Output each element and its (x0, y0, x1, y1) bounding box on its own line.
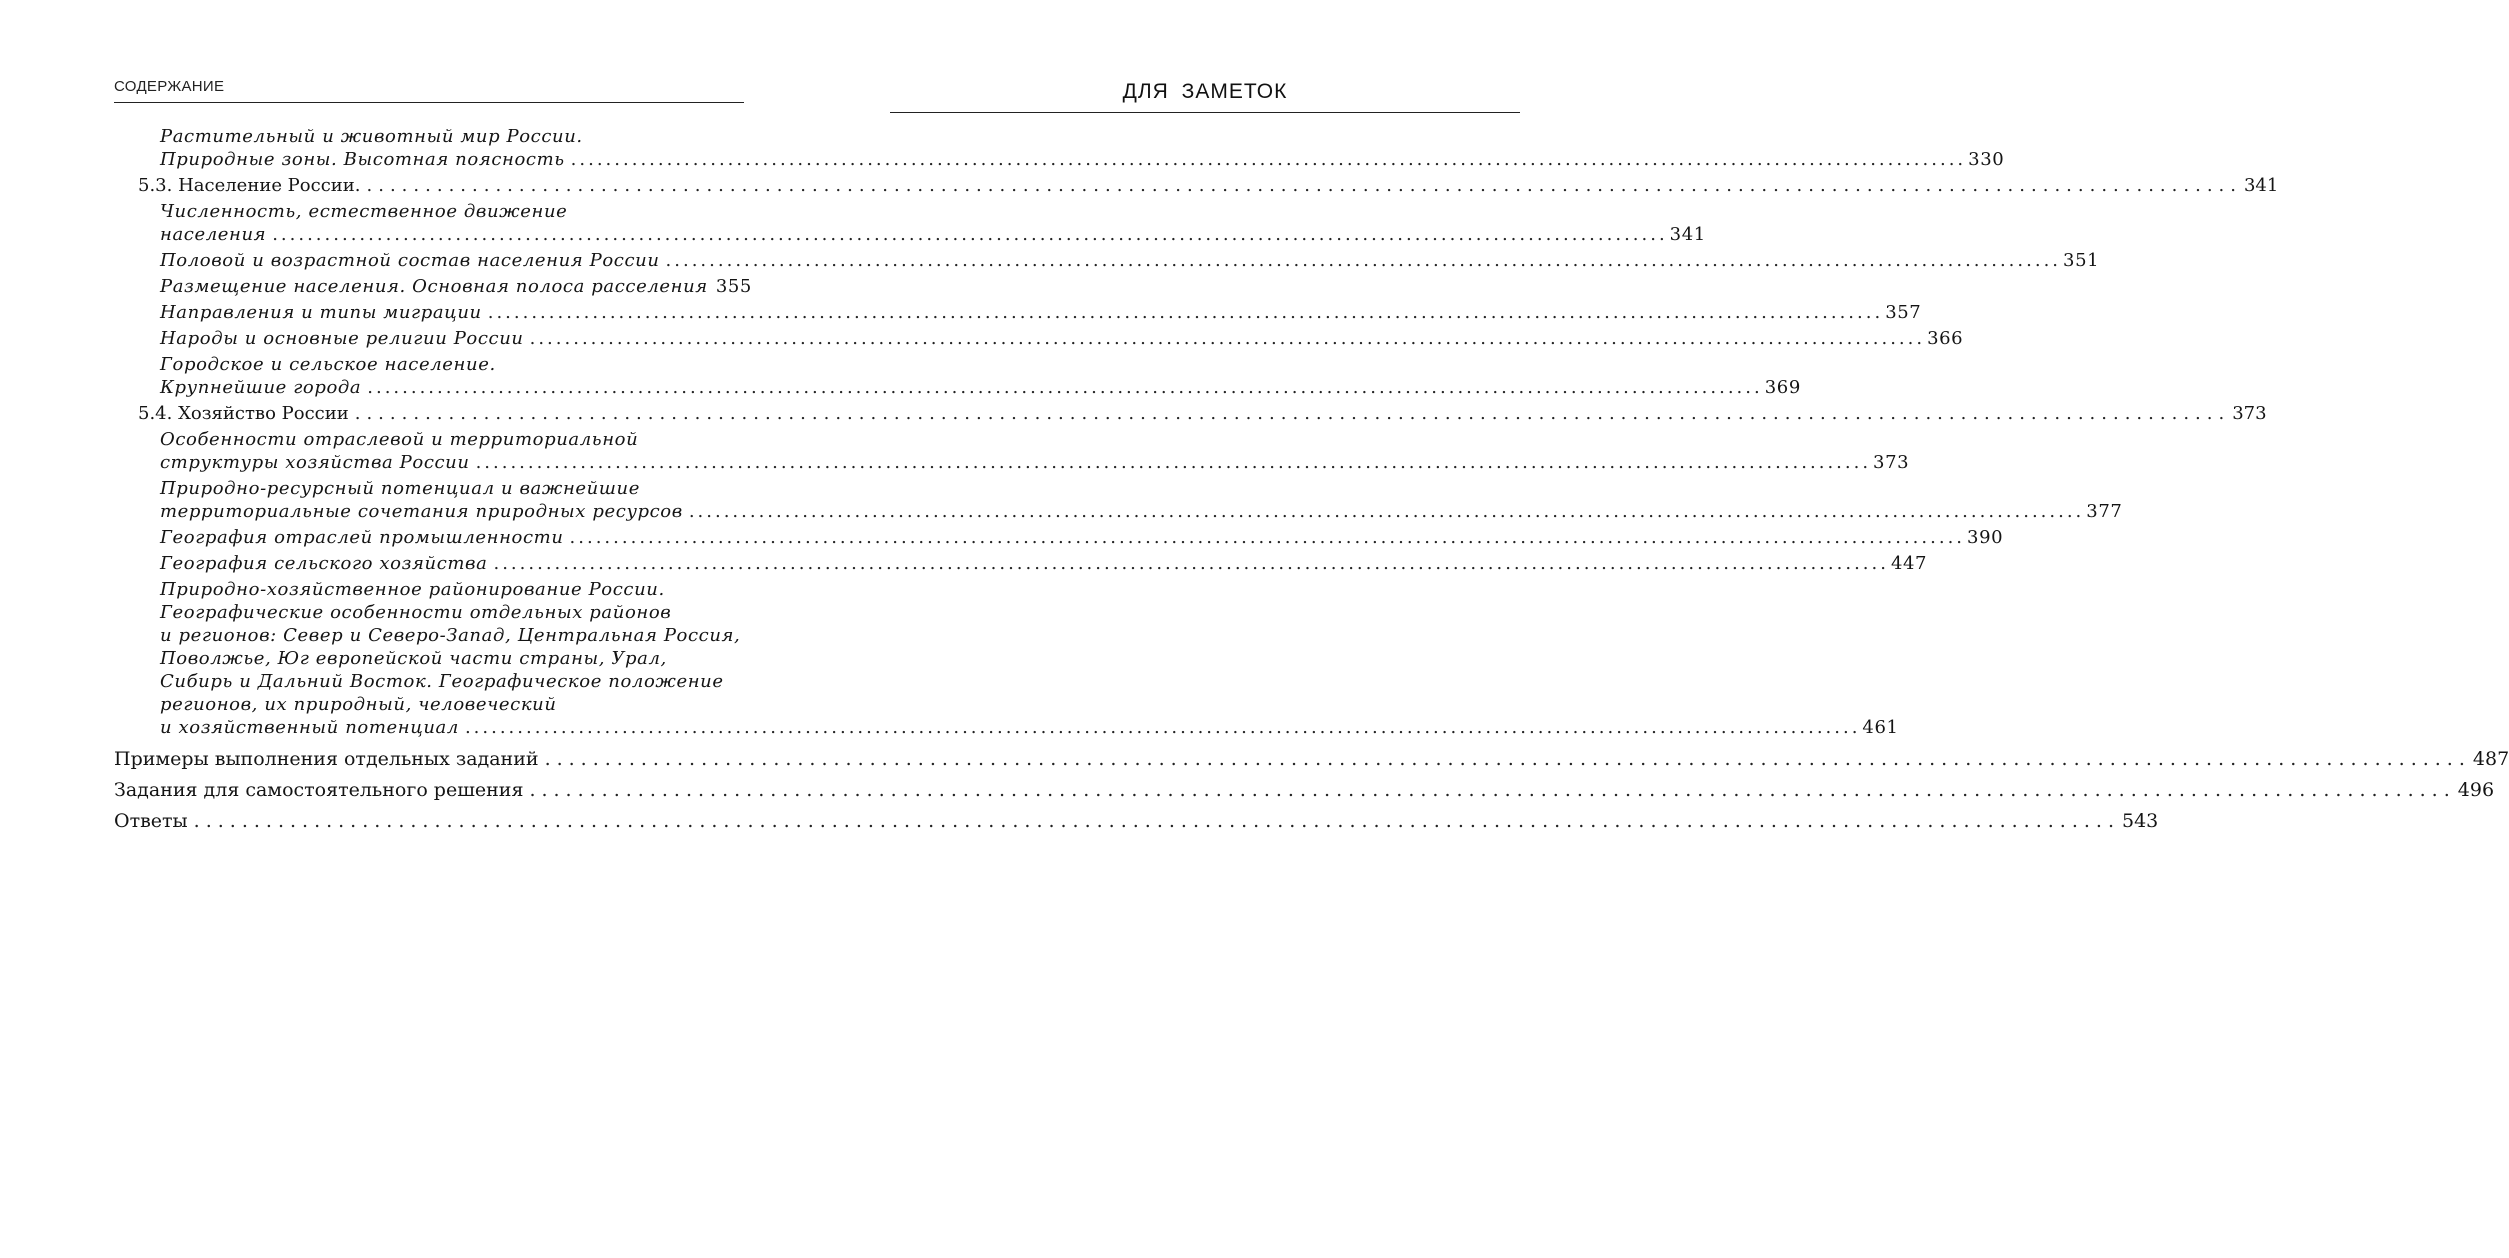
toc-entry-title: населения (160, 224, 267, 245)
toc-entry (114, 301, 1922, 324)
toc-entry (114, 174, 2279, 197)
toc-entry-title: Направления и типы миграции (160, 302, 482, 323)
toc-entry-line: Природно-ресурсный потенциал и важнейшие (160, 478, 640, 499)
toc-entry-last-line (160, 451, 1910, 474)
toc-entry (114, 353, 1801, 399)
toc-entry-line: Сибирь и Дальний Восток. Географическое положение (160, 671, 724, 692)
toc-entry-title: Половой и возрастной состав населения России (160, 250, 660, 271)
dot-leader: ................................................................................................................................................................ (493, 553, 1889, 574)
toc-entry-line: Численность, естественное движение (160, 201, 568, 222)
toc-entry-line: Поволжье, Юг европейской части страны, Урал, (160, 648, 667, 669)
toc-entry-line: регионов, их природный, человеческий (160, 694, 557, 715)
toc-entry-last-line (138, 402, 2267, 425)
dot-leader: ................................................................................................................................................................ (665, 250, 2062, 271)
toc-entry-title: Народы и основные религии России (160, 328, 524, 349)
toc-entry (114, 526, 2004, 549)
toc-entry (114, 578, 1899, 739)
toc-page-number: 341 (2243, 175, 2279, 196)
dot-leader: ................................................................................................................................................................ (569, 527, 1966, 548)
toc-entry (114, 778, 2495, 802)
toc-page-number: 373 (2232, 403, 2267, 424)
toc-entry-last-line (160, 223, 1706, 246)
dot-leader: ................................................................................................................................................................ (367, 377, 1763, 398)
toc-entry-title: Ответы (114, 810, 188, 832)
toc-page-number: 390 (1967, 527, 2004, 548)
toc-entry (114, 125, 2005, 171)
dot-leader: ................................................................................................................................................................ (688, 501, 2085, 522)
notes-header-rule (890, 112, 1520, 113)
toc-page-number: 377 (2086, 501, 2123, 522)
toc-entry-last-line (114, 809, 2159, 833)
toc-entry-last-line (114, 778, 2495, 802)
toc-entry (114, 200, 1706, 246)
toc-page-number: 355 (715, 276, 752, 297)
dot-leader: ................................................................................................................................................................ (544, 748, 2471, 770)
toc-entry-last-line (114, 747, 2509, 771)
toc-entry-last-line (160, 301, 1922, 324)
toc-page-number: 461 (1862, 717, 1899, 738)
toc-entry-line: Особенности отраслевой и территориальной (160, 429, 639, 450)
toc-page-number: 341 (1669, 224, 1706, 245)
dot-leader: ................................................................................................................................................................ (366, 175, 2242, 196)
toc-entry-title: 5.4. Хозяйство России (138, 403, 349, 424)
toc-entry (114, 249, 2100, 272)
toc-entry-line: и регионов: Север и Северо-Запад, Центральная Россия, (160, 625, 741, 646)
toc-entry-title: структуры хозяйства России (160, 452, 470, 473)
toc-entry-last-line (160, 500, 2123, 523)
toc-entry (114, 402, 2267, 425)
toc-entry (114, 477, 2123, 523)
toc-entry-title: География отраслей промышленности (160, 527, 564, 548)
dot-leader: ................................................................................................................................................................ (475, 452, 1872, 473)
toc-page-number: 366 (1927, 328, 1964, 349)
dot-leader: ................................................................................................................................................................ (487, 302, 1884, 323)
toc-page-number: 357 (1885, 302, 1922, 323)
toc-entry-title: Примеры выполнения отдельных заданий (114, 748, 539, 770)
header-rule (114, 102, 744, 103)
toc-entry-last-line (160, 249, 2100, 272)
toc-entry-last-line (160, 148, 2005, 171)
toc-entry (114, 552, 1928, 575)
toc-page-number: 487 (2472, 748, 2509, 770)
toc-entry-title: Природные зоны. Высотная поясность (160, 149, 565, 170)
toc-page-number: 369 (1764, 377, 1801, 398)
notes-page-title: ДЛЯ ЗАМЕТОК (1122, 80, 1288, 103)
toc-entry-last-line (160, 275, 752, 298)
toc-page-number: 543 (2122, 810, 2159, 832)
toc-entry-title: территориальные сочетания природных ресурсов (160, 501, 683, 522)
toc-entry-last-line (160, 552, 1928, 575)
dot-leader: ................................................................................................................................................................ (529, 328, 1926, 349)
toc-entry-last-line (160, 526, 2004, 549)
toc-entry-title: и хозяйственный потенциал (160, 717, 459, 738)
toc-entry (114, 747, 2509, 771)
dot-leader: ................................................................................................................................................................ (272, 224, 1668, 245)
dot-leader: ................................................................................................................................................................ (464, 717, 1861, 738)
toc-entry (114, 428, 1910, 474)
running-head: СОДЕРЖАНИЕ (114, 78, 225, 95)
toc-entry (114, 275, 752, 298)
toc-entry-title: Размещение населения. Основная полоса расселения (160, 276, 708, 297)
toc-entry-line: Городское и сельское население. (160, 354, 496, 375)
dot-leader: ................................................................................................................................................................ (529, 779, 2456, 801)
toc-entry-title: Задания для самостоятельного решения (114, 779, 524, 801)
toc-entry-last-line (138, 174, 2279, 197)
dot-leader: ................................................................................................................................................................ (570, 149, 1967, 170)
toc-page-number: 373 (1873, 452, 1910, 473)
right-page (890, 0, 1520, 1258)
toc-entry-line: Географические особенности отдельных районов (160, 602, 672, 623)
toc-entry-line: Природно-хозяйственное районирование России. (160, 579, 665, 600)
toc-entry-line: Растительный и животный мир России. (160, 126, 583, 147)
toc-entry (114, 327, 1964, 350)
toc-entry-title: География сельского хозяйства (160, 553, 488, 574)
toc-entry-last-line (160, 327, 1964, 350)
toc-entry-last-line (160, 376, 1801, 399)
dot-leader: ................................................................................................................................................................ (193, 810, 2120, 832)
toc-page-number: 330 (1968, 149, 2005, 170)
toc-page-number: 351 (2063, 250, 2100, 271)
toc-page-number: 496 (2457, 779, 2495, 801)
toc-entry (114, 809, 2159, 833)
toc-entry-title: 5.3. Население России. (138, 175, 361, 196)
toc-entry-title: Крупнейшие города (160, 377, 362, 398)
toc-entry-last-line (160, 716, 1899, 739)
dot-leader: ................................................................................................................................................................ (354, 403, 2231, 424)
table-of-contents (114, 125, 2509, 840)
toc-page-number: 447 (1890, 553, 1928, 574)
